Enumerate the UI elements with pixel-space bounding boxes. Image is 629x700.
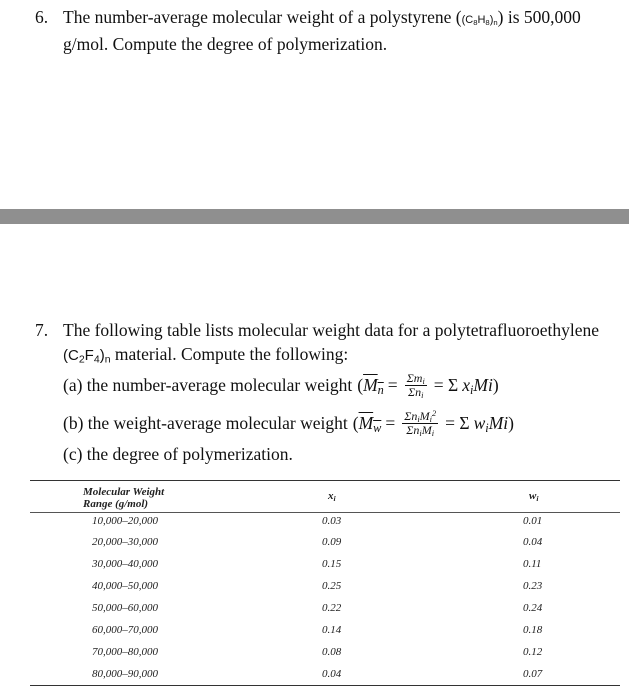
- mn-symbol: $M_n$: [363, 375, 384, 398]
- part-a-fraction: $\frac{\Sigma m_i}{\Sigma n_i}$: [406, 370, 425, 400]
- question-7-intro-line: The following table lists molecular weight data for a polytetrafluoroethylene: [63, 320, 600, 340]
- question-7-formula-line: [63, 342, 625, 366]
- header-wi: $w_i$: [529, 490, 539, 503]
- question-6-text-a: The number-average molecular weight of a polystyrene (: [63, 7, 462, 27]
- question-6-formula: $(C_8H_8)_n$: [461, 14, 498, 27]
- cell-range: 60,000–70,000: [92, 624, 158, 636]
- part-b-line: (b) the weight-average molecular weight ( $M_w$ = $\frac{\Sigma n_iM_i^2}{\Sigma n_iM_i}$ = Σ $w_iMi$ ): [63, 408, 514, 438]
- cell-wi: 0.24: [523, 602, 543, 614]
- question-6: [35, 5, 620, 56]
- question-7-body: [63, 318, 625, 466]
- header-mw-line2: Range (g/mol): [83, 498, 149, 510]
- section-divider: [0, 209, 629, 224]
- cell-xi: 0.03: [322, 515, 342, 527]
- cell-range: 20,000–30,000: [92, 536, 158, 548]
- cell-wi: 0.07: [523, 668, 543, 680]
- question-6-text: [63, 5, 620, 56]
- cell-xi: 0.25: [322, 580, 342, 592]
- header-molecular-weight: [83, 486, 164, 510]
- part-b-text: (b) the weight-average molecular weight: [63, 413, 348, 433]
- question-6-number: 6.: [35, 7, 49, 27]
- cell-wi: 0.11: [523, 558, 542, 570]
- header-mw-line1: Molecular Weight: [83, 486, 165, 498]
- header-xi: $x_i$: [328, 490, 336, 503]
- cell-range: 50,000–60,000: [92, 602, 158, 614]
- cell-xi: 0.14: [322, 624, 342, 636]
- table-row: [30, 553, 620, 575]
- table-header: [30, 480, 620, 513]
- table-row: [30, 575, 620, 597]
- mw-symbol: $M_w$: [358, 413, 382, 436]
- question-7-intro-b: material. Compute the following:: [110, 344, 349, 364]
- cell-range: 80,000–90,000: [92, 668, 158, 680]
- question-7-number: 7.: [35, 320, 49, 340]
- cell-xi: 0.08: [322, 646, 342, 658]
- cell-wi: 0.18: [523, 624, 543, 636]
- question-7: [35, 318, 625, 466]
- cell-wi: 0.01: [523, 515, 543, 527]
- part-b-fraction: $\frac{\Sigma n_iM_i^2}{\Sigma n_iM_i}$: [404, 408, 437, 438]
- question-7-formula: $(C_2F_4)_n$: [63, 347, 111, 366]
- question-6-text-b: ) is 500,000 g/mol. Compute the degree of polymerization.: [63, 7, 581, 54]
- cell-xi: 0.15: [322, 558, 342, 570]
- part-c-text: (c) the degree of polymerization.: [63, 444, 293, 464]
- table-row: [30, 619, 620, 641]
- cell-xi: 0.22: [322, 602, 342, 614]
- cell-range: 40,000–50,000: [92, 580, 158, 592]
- table-row: [30, 531, 620, 553]
- cell-wi: 0.23: [523, 580, 543, 592]
- cell-xi: 0.04: [322, 668, 342, 680]
- cell-range: 30,000–40,000: [92, 558, 158, 570]
- cell-range: 70,000–80,000: [92, 646, 158, 658]
- table-row: [30, 597, 620, 619]
- table-row: [30, 641, 620, 663]
- cell-wi: 0.04: [523, 536, 543, 548]
- table-body: [30, 513, 620, 686]
- molecular-weight-table: [30, 480, 620, 686]
- cell-range: 10,000–20,000: [92, 515, 158, 527]
- cell-xi: 0.09: [322, 536, 342, 548]
- table-row: [30, 513, 620, 531]
- part-a-line: (a) the number-average molecular weight ( $M_n$ = $\frac{\Sigma m_i}{\Sigma n_i}$ = Σ $x_iMi$ ): [63, 370, 499, 400]
- table-row: [30, 663, 620, 685]
- part-a-text: (a) the number-average molecular weight: [63, 375, 353, 395]
- cell-wi: 0.12: [523, 646, 543, 658]
